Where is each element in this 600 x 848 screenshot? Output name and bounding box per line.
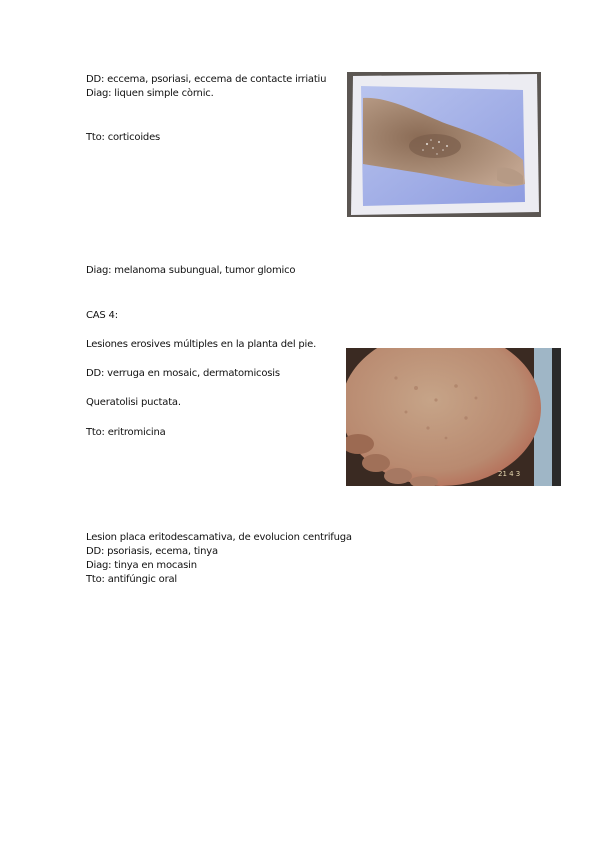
lesions-text: Lesiones erosives múltiples en la planta del pie. (86, 339, 317, 350)
diag-text-3: Queratolisi puctata. (86, 397, 181, 408)
treatment-text-1: Tto: corticoides (86, 132, 161, 143)
plantar-sole-photo (346, 348, 561, 486)
treatment-text-3: Tto: eritromicina (86, 427, 166, 438)
dd-text-1: DD: eccema, psoriasi, eccema de contacte irriatiu (86, 74, 327, 85)
lesion-text: Lesion placa eritodescamativa, de evolucion centrifuga (86, 532, 352, 543)
diag-text-4: Diag: tinya en mocasin (86, 560, 197, 571)
foot-lichen-photo (347, 72, 541, 217)
dd-text-3: DD: verruga en mosaic, dermatomicosis (86, 368, 280, 379)
diag-text-2: Diag: melanoma subungual, tumor glomico (86, 265, 296, 276)
case-4-title: CAS 4: (86, 310, 118, 321)
diag-text-1: Diag: liquen simple còrnic. (86, 88, 214, 99)
dd-text-4: DD: psoriasis, ecema, tinya (86, 546, 218, 557)
treatment-text-4: Tto: antifúngic oral (86, 574, 177, 585)
photo-date-stamp: 21 4 3 (498, 470, 521, 478)
